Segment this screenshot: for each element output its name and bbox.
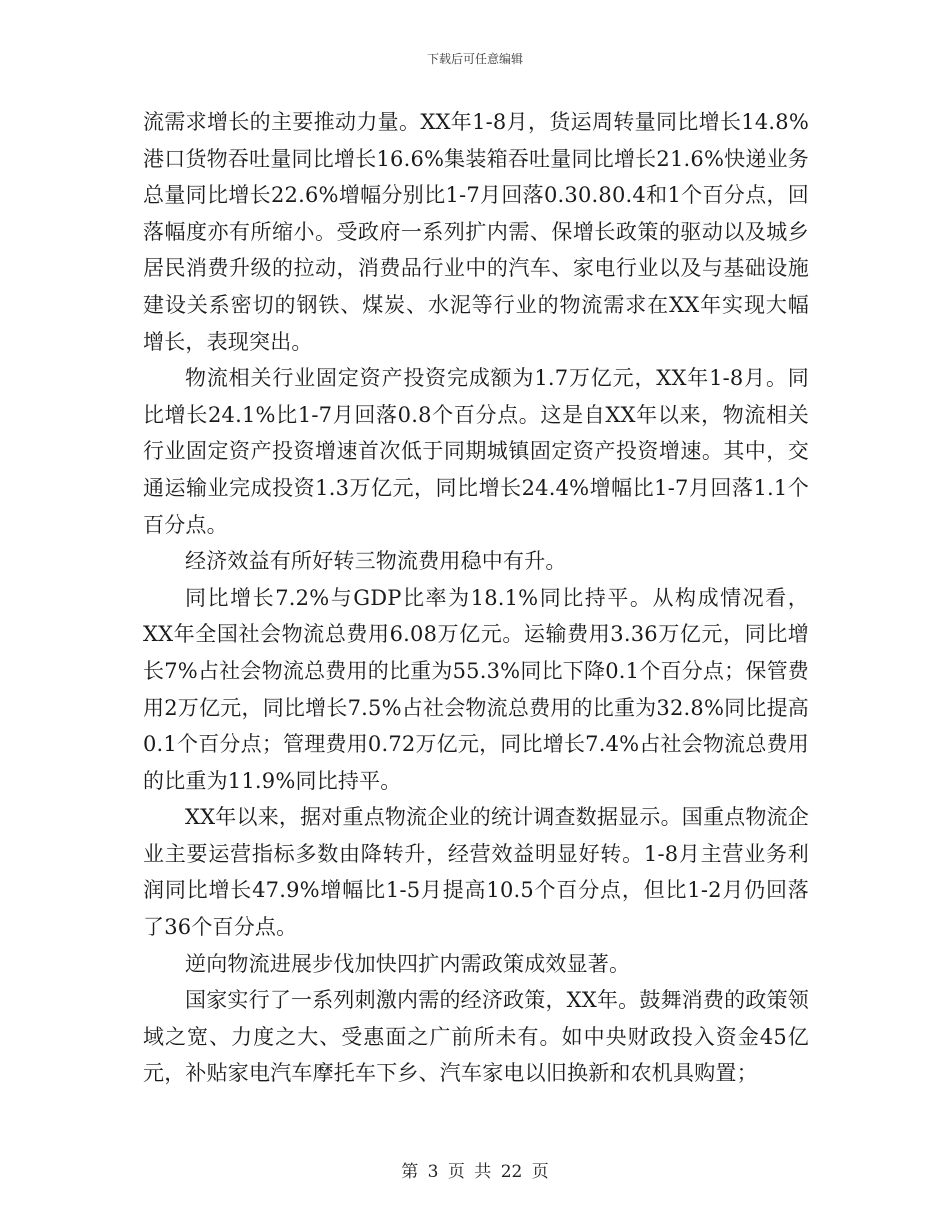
paragraph-enterprise-profit: XX年以来，据对重点物流企业的统计调查数据显示。国重点物流企业主要运营指标多数由降转升，经营效益明显好转。1-8月主营业务利润同比增长47.9%增幅比1-5月提高10.5个百分点，但比1-2月仍回落了36个百分点。 <box>143 805 809 940</box>
paragraph-continuation: 流需求增长的主要推动力量。XX年1-8月，货运周转量同比增长14.8%港口货物吞吐量同比增长16.6%集装箱吞吐量同比增长21.6%快递业务总量同比增长22.6%增幅分别比1-7月回落0.30.80.4和1个百分点，回落幅度亦有所缩小。受政府一系列扩内需、保增长政策的驱动以及城乡居民消费升级的拉动，消费品行业中的汽车、家电行业以及与基础设施建设关系密切的钢铁、煤炭、水泥等行业的物流需求在XX年实现大幅增长，表现突出。 <box>143 110 809 354</box>
paragraph-heading-costs: 经济效益有所好转三物流费用稳中有升。 <box>185 549 567 574</box>
paragraph-investment: 物流相关行业固定资产投资完成额为1.7万亿元，XX年1-8月。同比增长24.1%比1-7月回落0.8个百分点。这是自XX年以来，物流相关行业固定资产投资增速首次低于同期城镇固定资产投资增速。其中，交通运输业完成投资1.3万亿元，同比增长24.4%增幅比1-7月回落1.1个百分点。 <box>143 366 809 537</box>
paragraph-heading-policy: 逆向物流进展步伐加快四扩内需政策成效显著。 <box>185 951 631 976</box>
paragraph-costs: 同比增长7.2%与GDP比率为18.1%同比持平。从构成情况看，XX年全国社会物流总费用6.08万亿元。运输费用3.36万亿元，同比增长7%占社会物流总费用的比重为55.3%同比下降0.1个百分点；保管费用2万亿元，同比增长7.5%占社会物流总费用的比重为32.8%同比提高0.1个百分点；管理费用0.72万亿元，同比增长7.4%占社会物流总费用的比重为11.9%同比持平。 <box>143 585 809 793</box>
document-body <box>143 104 809 1092</box>
paragraph-policy: 国家实行了一系列刺激内需的经济政策，XX年。鼓舞消费的政策领域之宽、力度之大、受惠面之广前所未有。如中央财政投入资金45亿元，补贴家电汽车摩托车下乡、汽车家电以旧换新和农机具购置； <box>143 988 809 1086</box>
page-number-footer: 第 3 页 共 22 页 <box>401 1162 549 1182</box>
page-header-note: 下载后可任意编辑 <box>426 52 523 66</box>
